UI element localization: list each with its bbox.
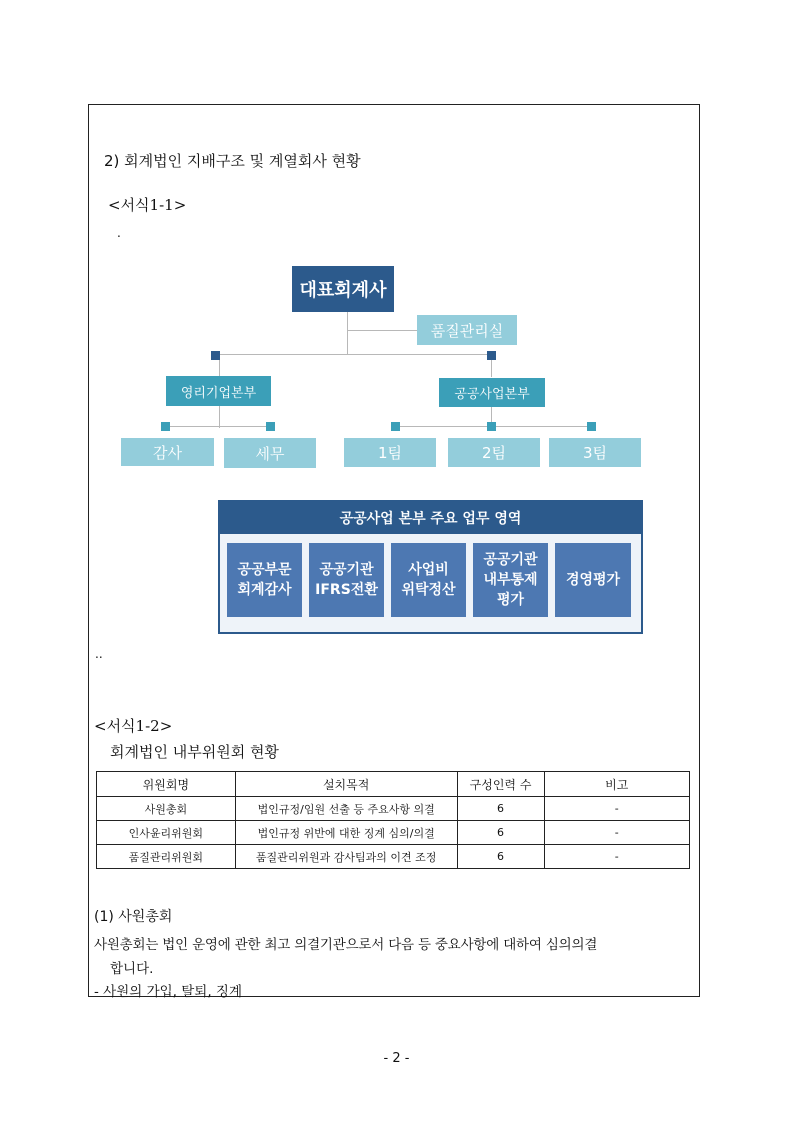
connector-node: [587, 422, 596, 431]
committee-table: [96, 771, 690, 869]
business-area-item: [555, 543, 631, 617]
table-cell: 6: [457, 797, 544, 821]
table-cell: 인사윤리위원회: [97, 821, 236, 845]
column-header: 비고: [544, 772, 690, 797]
org-team-audit: 감사: [121, 438, 214, 466]
subsection-title: (1) 사원총회: [94, 909, 173, 925]
business-area-item: [473, 543, 548, 617]
org-top-box: 대표회계사: [292, 266, 394, 312]
committee-title: 회계법인 내부위원회 현황: [110, 743, 279, 761]
stray-dots: ..: [95, 647, 103, 661]
business-area-item: [309, 543, 384, 617]
table-header-row: [97, 772, 690, 797]
org-team-tax: 세무: [224, 438, 316, 468]
item-line: 공공기관: [319, 562, 374, 578]
org-division-public: 공공사업본부: [439, 378, 545, 407]
page-number: - 2 -: [383, 1051, 410, 1066]
table-cell: 6: [457, 821, 544, 845]
stray-dot: .: [117, 226, 121, 240]
connector-node: [211, 351, 220, 360]
table-cell: 품질관리위원과 감사팀과의 이견 조정: [235, 845, 457, 869]
table-cell: -: [544, 797, 690, 821]
org-division-profit: 영리기업본부: [166, 376, 271, 406]
table-row: [97, 821, 690, 845]
connector-node: [161, 422, 170, 431]
form-label-1-1: <서식1-1>: [108, 196, 187, 214]
org-team-2: 2팀: [448, 438, 540, 467]
connector-node: [391, 422, 400, 431]
paragraph-line: 사원총회는 법인 운영에 관한 최고 의결기관으로서 다음 등 중요사항에 대하여 심의의결: [94, 937, 598, 953]
business-area-item: [391, 543, 466, 617]
item-line: 공공기관: [483, 552, 538, 568]
section-title: 2) 회계법인 지배구조 및 계열회사 현황: [104, 152, 361, 170]
table-row: [97, 845, 690, 869]
item-line: 위탁정산: [401, 582, 456, 598]
column-header: 위원회명: [97, 772, 236, 797]
item-line: 공공부문: [237, 562, 292, 578]
table-row: [97, 797, 690, 821]
table-cell: -: [544, 845, 690, 869]
org-quality-box: 품질관리실: [417, 315, 517, 345]
column-header: 구성인력 수: [457, 772, 544, 797]
item-line: 사업비: [408, 562, 449, 578]
table-cell: 사원총회: [97, 797, 236, 821]
org-team-1: 1팀: [344, 438, 436, 467]
item-line: 내부통제: [483, 572, 538, 588]
connector-node: [266, 422, 275, 431]
item-line: 경영평가: [565, 572, 621, 588]
business-area-title: 공공사업 본부 주요 업무 영역: [220, 502, 641, 534]
table-cell: -: [544, 821, 690, 845]
connector-node: [487, 422, 496, 431]
item-line: 회계감사: [237, 582, 292, 598]
table-cell: 법인규정/임원 선출 등 주요사항 의결: [235, 797, 457, 821]
column-header: 설치목적: [235, 772, 457, 797]
connector-node: [487, 351, 496, 360]
table-cell: 법인규정 위반에 대한 징계 심의/의결: [235, 821, 457, 845]
item-line: IFRS전환: [315, 582, 378, 598]
org-team-3: 3팀: [549, 438, 641, 467]
table-cell: 6: [457, 845, 544, 869]
item-line: 평가: [496, 592, 525, 608]
business-area-item: [227, 543, 302, 617]
paragraph-line: 합니다.: [110, 961, 154, 977]
table-cell: 품질관리위원회: [97, 845, 236, 869]
form-label-1-2: <서식1-2>: [94, 717, 173, 735]
bullet-item: - 사원의 가입, 탈퇴, 징계: [94, 984, 242, 1000]
